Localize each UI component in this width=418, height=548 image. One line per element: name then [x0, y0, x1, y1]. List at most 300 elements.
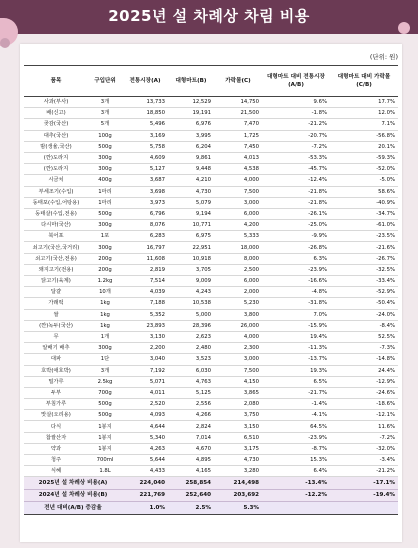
item-name-cell: 시금치 — [24, 175, 88, 186]
item-name-cell: 찹쌀산자 — [24, 432, 88, 443]
value-cell: 2,623 — [168, 331, 214, 342]
table-row — [24, 231, 398, 242]
value-cell: 200g — [88, 253, 122, 264]
totals-label-cell: 2025년 설 차례상 비용(A) — [24, 477, 122, 490]
value-cell: -21.2% — [262, 119, 330, 130]
value-cell: 1.8L — [88, 466, 122, 477]
value-cell: -14.8% — [330, 354, 398, 365]
value-cell: -21.7% — [262, 387, 330, 398]
value-cell: -12.4% — [262, 175, 330, 186]
totals-value-cell: 224,040 — [122, 477, 168, 490]
item-name-cell: 다식 — [24, 421, 88, 432]
item-name-cell: 곶감(국산) — [24, 119, 88, 130]
value-cell: 3,000 — [214, 197, 262, 208]
value-cell: -8.4% — [330, 320, 398, 331]
value-cell: 2.5kg — [88, 376, 122, 387]
totals-value-cell: -12.2% — [262, 489, 330, 502]
value-cell: 7,514 — [122, 276, 168, 287]
value-cell: 9,009 — [168, 276, 214, 287]
value-cell: 7,470 — [214, 119, 262, 130]
value-cell: -26.7% — [330, 253, 398, 264]
table-row — [24, 108, 398, 119]
value-cell: 5,496 — [122, 119, 168, 130]
value-cell: -40.9% — [330, 197, 398, 208]
value-cell: 1봉지 — [88, 432, 122, 443]
totals-value-cell: 221,769 — [122, 489, 168, 502]
value-cell: 26,000 — [214, 320, 262, 331]
value-cell: -50.4% — [330, 298, 398, 309]
value-cell: 500g — [88, 141, 122, 152]
value-cell: 1봉지 — [88, 443, 122, 454]
value-cell: 1kg — [88, 320, 122, 331]
value-cell: 6,975 — [168, 231, 214, 242]
value-cell: 19.4% — [262, 331, 330, 342]
value-cell: 4,670 — [168, 443, 214, 454]
value-cell: -52.0% — [330, 164, 398, 175]
totals-value-cell — [330, 502, 398, 515]
header-vs-market: 대형마트 대비 전통시장(A/B) — [262, 66, 330, 97]
value-cell: 300g — [88, 242, 122, 253]
value-cell: 18,000 — [214, 242, 262, 253]
table-body — [24, 97, 398, 477]
value-cell: -45.7% — [262, 164, 330, 175]
item-name-cell: 알배기 배추 — [24, 343, 88, 354]
header-vs-garak: 대형마트 대비 가락몰(C/B) — [330, 66, 398, 97]
table-row — [24, 287, 398, 298]
header-market: 전통시장(A) — [122, 66, 168, 97]
value-cell: 1포 — [88, 231, 122, 242]
totals-value-cell: 2.5% — [168, 502, 214, 515]
value-cell: 5,340 — [122, 432, 168, 443]
item-name-cell: 대추(국산) — [24, 130, 88, 141]
value-cell: 1개 — [88, 331, 122, 342]
value-cell: -16.6% — [262, 276, 330, 287]
value-cell: 12.0% — [330, 108, 398, 119]
value-cell: 2,080 — [214, 399, 262, 410]
value-cell: 12,529 — [168, 97, 214, 108]
value-cell: -32.5% — [330, 264, 398, 275]
value-cell: 3,280 — [214, 466, 262, 477]
value-cell: 1단 — [88, 354, 122, 365]
value-cell: 1마리 — [88, 197, 122, 208]
value-cell: 6,000 — [214, 276, 262, 287]
value-cell: 9,194 — [168, 208, 214, 219]
value-cell: 3,523 — [168, 354, 214, 365]
value-cell: -56.8% — [330, 130, 398, 141]
value-cell: 4,644 — [122, 421, 168, 432]
value-cell: 4,000 — [214, 175, 262, 186]
value-cell: 19.3% — [262, 365, 330, 376]
value-cell: 3개 — [88, 97, 122, 108]
value-cell: -9.9% — [262, 231, 330, 242]
item-name-cell: 쌀 — [24, 309, 88, 320]
value-cell: 8,076 — [122, 220, 168, 231]
value-cell: 5,644 — [122, 455, 168, 466]
totals-value-cell: -19.4% — [330, 489, 398, 502]
table-row — [24, 410, 398, 421]
item-name-cell: 밤(생율,국산) — [24, 141, 88, 152]
value-cell: 3,995 — [168, 130, 214, 141]
value-cell: 11.6% — [330, 421, 398, 432]
value-cell: 2,000 — [214, 287, 262, 298]
value-cell: 58.6% — [330, 186, 398, 197]
value-cell: 64.5% — [262, 421, 330, 432]
value-cell: 1봉지 — [88, 421, 122, 432]
value-cell: 11,608 — [122, 253, 168, 264]
item-name-cell: 밀가루 — [24, 376, 88, 387]
value-cell: 7.0% — [262, 309, 330, 320]
item-name-cell: 청주 — [24, 455, 88, 466]
value-cell: 300g — [88, 152, 122, 163]
value-cell: 3,169 — [122, 130, 168, 141]
table-row — [24, 220, 398, 231]
table-row — [24, 264, 398, 275]
item-name-cell: 북어포 — [24, 231, 88, 242]
table-header-row — [24, 66, 398, 97]
value-cell: -13.7% — [262, 354, 330, 365]
value-cell: 1마리 — [88, 186, 122, 197]
value-cell: 4,763 — [168, 376, 214, 387]
table-row — [24, 421, 398, 432]
value-cell: 4,730 — [214, 455, 262, 466]
table-row — [24, 141, 398, 152]
value-cell: 21,500 — [214, 108, 262, 119]
value-cell: 4,011 — [122, 387, 168, 398]
value-cell: -26.1% — [262, 208, 330, 219]
item-name-cell: 부세조기(수입) — [24, 186, 88, 197]
value-cell: 4,150 — [214, 376, 262, 387]
value-cell: 500g — [88, 399, 122, 410]
item-name-cell: 약과 — [24, 443, 88, 454]
item-name-cell: 쇠고기(국산,국거리) — [24, 242, 88, 253]
table-row — [24, 309, 398, 320]
table-row — [24, 455, 398, 466]
value-cell: -23.9% — [262, 264, 330, 275]
value-cell: 200g — [88, 264, 122, 275]
table-row — [24, 432, 398, 443]
value-cell: -7.2% — [330, 432, 398, 443]
value-cell: -33.4% — [330, 276, 398, 287]
value-cell: 2,200 — [122, 343, 168, 354]
value-cell: 1.2kg — [88, 276, 122, 287]
value-cell: 19,191 — [168, 108, 214, 119]
value-cell: 5,230 — [214, 298, 262, 309]
value-cell: 300g — [88, 343, 122, 354]
value-cell: 14,750 — [214, 97, 262, 108]
value-cell: -18.6% — [330, 399, 398, 410]
value-cell: -21.8% — [262, 197, 330, 208]
value-cell: 6,976 — [168, 119, 214, 130]
item-name-cell: 무 — [24, 331, 88, 342]
value-cell: -61.0% — [330, 220, 398, 231]
item-name-cell: 동태포(수입,어탕용) — [24, 197, 88, 208]
value-cell: -8.7% — [262, 443, 330, 454]
value-cell: 7,192 — [122, 365, 168, 376]
value-cell: 7,500 — [214, 186, 262, 197]
item-name-cell: 호박(애호박) — [24, 365, 88, 376]
value-cell: -31.8% — [262, 298, 330, 309]
value-cell: -32.0% — [330, 443, 398, 454]
totals-value-cell: 203,692 — [214, 489, 262, 502]
table-row — [24, 253, 398, 264]
value-cell: 300g — [88, 164, 122, 175]
value-cell: -11.3% — [262, 343, 330, 354]
value-cell: 4,000 — [214, 331, 262, 342]
table-row — [24, 343, 398, 354]
table-row — [24, 354, 398, 365]
table-row — [24, 130, 398, 141]
value-cell: 4,165 — [168, 466, 214, 477]
value-cell: 4,210 — [168, 175, 214, 186]
value-cell: -24.6% — [330, 387, 398, 398]
table-row — [24, 97, 398, 108]
value-cell: 3,698 — [122, 186, 168, 197]
value-cell: 7,500 — [214, 365, 262, 376]
totals-value-cell: 214,498 — [214, 477, 262, 490]
value-cell: 10,538 — [168, 298, 214, 309]
item-name-cell: 닭고기(육계) — [24, 276, 88, 287]
value-cell: 28,396 — [168, 320, 214, 331]
value-cell: 700g — [88, 387, 122, 398]
value-cell: 52.5% — [330, 331, 398, 342]
value-cell: -25.0% — [262, 220, 330, 231]
value-cell: 3,750 — [214, 410, 262, 421]
value-cell: 6.4% — [262, 466, 330, 477]
value-cell: 7,188 — [122, 298, 168, 309]
table-row — [24, 276, 398, 287]
value-cell: 4,609 — [122, 152, 168, 163]
table-row — [24, 443, 398, 454]
value-cell: 6,796 — [122, 208, 168, 219]
value-cell: -21.8% — [262, 186, 330, 197]
header-mart: 대형마트(B) — [168, 66, 214, 97]
totals-value-cell: 1.0% — [122, 502, 168, 515]
item-name-cell: 달걀 — [24, 287, 88, 298]
totals-value-cell: 252,640 — [168, 489, 214, 502]
value-cell: 700ml — [88, 455, 122, 466]
value-cell: -53.3% — [262, 152, 330, 163]
totals-value-cell: -13.4% — [262, 477, 330, 490]
value-cell: -4.8% — [262, 287, 330, 298]
value-cell: 6.3% — [262, 253, 330, 264]
value-cell: 6,283 — [122, 231, 168, 242]
value-cell: 3,130 — [122, 331, 168, 342]
value-cell: 9,448 — [168, 164, 214, 175]
value-cell: 3,040 — [122, 354, 168, 365]
table-row — [24, 197, 398, 208]
value-cell: -20.7% — [262, 130, 330, 141]
value-cell: 4,093 — [122, 410, 168, 421]
item-name-cell: 배(신고) — [24, 108, 88, 119]
totals-value-cell: 5.3% — [214, 502, 262, 515]
value-cell: 2,556 — [168, 399, 214, 410]
value-cell: 10개 — [88, 287, 122, 298]
table-row — [24, 164, 398, 175]
value-cell: -7.2% — [262, 141, 330, 152]
table-row — [24, 387, 398, 398]
value-cell: -23.9% — [262, 432, 330, 443]
table-row — [24, 175, 398, 186]
table-row — [24, 466, 398, 477]
value-cell: 3,800 — [214, 309, 262, 320]
item-name-cell: 돼지고기(전용) — [24, 264, 88, 275]
table-totals — [24, 477, 398, 515]
value-cell: 9,861 — [168, 152, 214, 163]
item-name-cell: 대파 — [24, 354, 88, 365]
value-cell: 5,125 — [168, 387, 214, 398]
value-cell: 500g — [88, 410, 122, 421]
value-cell: 24.4% — [330, 365, 398, 376]
value-cell: 15.3% — [262, 455, 330, 466]
value-cell: 4,266 — [168, 410, 214, 421]
value-cell: 3,705 — [168, 264, 214, 275]
value-cell: 2,520 — [122, 399, 168, 410]
header-garak: 가락몰(C) — [214, 66, 262, 97]
value-cell: -52.9% — [330, 287, 398, 298]
value-cell: -34.7% — [330, 208, 398, 219]
item-name-cell: 동태살(수입,전용) — [24, 208, 88, 219]
value-cell: 9.6% — [262, 97, 330, 108]
value-cell: 10,918 — [168, 253, 214, 264]
value-cell: 1kg — [88, 298, 122, 309]
header-unit: 구입단위 — [88, 66, 122, 97]
table-row — [24, 119, 398, 130]
item-name-cell: 다시마(국산) — [24, 220, 88, 231]
table-row — [24, 365, 398, 376]
value-cell: 3,150 — [214, 421, 262, 432]
value-cell: 2,819 — [122, 264, 168, 275]
table-row — [24, 242, 398, 253]
table-row — [24, 320, 398, 331]
value-cell: -23.5% — [330, 231, 398, 242]
value-cell: -21.6% — [330, 242, 398, 253]
value-cell: 3,973 — [122, 197, 168, 208]
value-cell: 5,758 — [122, 141, 168, 152]
totals-label-cell: 2024년 설 차례상 비용(B) — [24, 489, 122, 502]
value-cell: 4,013 — [214, 152, 262, 163]
value-cell: 3개 — [88, 108, 122, 119]
value-cell: 400g — [88, 175, 122, 186]
table-row — [24, 186, 398, 197]
value-cell: 500g — [88, 208, 122, 219]
value-cell: -7.3% — [330, 343, 398, 354]
table-row — [24, 376, 398, 387]
value-cell: 4,243 — [168, 287, 214, 298]
value-cell: 3,865 — [214, 387, 262, 398]
decoration-dot — [0, 38, 10, 48]
value-cell: 5,333 — [214, 231, 262, 242]
table-row — [24, 152, 398, 163]
value-cell: 5,071 — [122, 376, 168, 387]
value-cell: 300g — [88, 220, 122, 231]
value-cell: 6,510 — [214, 432, 262, 443]
value-cell: 6,030 — [168, 365, 214, 376]
totals-value-cell: 258,854 — [168, 477, 214, 490]
value-cell: 2,480 — [168, 343, 214, 354]
value-cell: 4,200 — [214, 220, 262, 231]
value-cell: 4,730 — [168, 186, 214, 197]
value-cell: 8,000 — [214, 253, 262, 264]
value-cell: -5.0% — [330, 175, 398, 186]
value-cell: 17.7% — [330, 97, 398, 108]
value-cell: 2,500 — [214, 264, 262, 275]
item-name-cell: (깐)도라지 — [24, 152, 88, 163]
value-cell: 16,797 — [122, 242, 168, 253]
value-cell: -1.4% — [262, 399, 330, 410]
value-cell: -12.9% — [330, 376, 398, 387]
value-cell: 2,300 — [214, 343, 262, 354]
value-cell: 5,079 — [168, 197, 214, 208]
value-cell: -21.2% — [330, 466, 398, 477]
value-cell: 4,538 — [214, 164, 262, 175]
totals-value-cell: -17.1% — [330, 477, 398, 490]
value-cell: 3,687 — [122, 175, 168, 186]
value-cell: 4,039 — [122, 287, 168, 298]
item-name-cell: (깐)도라지 — [24, 164, 88, 175]
value-cell: 7.1% — [330, 119, 398, 130]
totals-row — [24, 477, 398, 490]
value-cell: 1,725 — [214, 130, 262, 141]
value-cell: -24.0% — [330, 309, 398, 320]
item-name-cell: 두부 — [24, 387, 88, 398]
value-cell: 6,000 — [214, 208, 262, 219]
totals-label-cell: 전년 대비(A/B) 증감율 — [24, 502, 122, 515]
value-cell: 3,000 — [214, 354, 262, 365]
value-cell: 20.1% — [330, 141, 398, 152]
page-title: 2025년 설 차례상 차림 비용 — [108, 7, 310, 25]
value-cell: 5,000 — [168, 309, 214, 320]
value-cell: -4.1% — [262, 410, 330, 421]
value-cell: 2,824 — [168, 421, 214, 432]
value-cell: -15.9% — [262, 320, 330, 331]
item-name-cell: 부침가루 — [24, 399, 88, 410]
item-name-cell: 식혜 — [24, 466, 88, 477]
value-cell: 23,893 — [122, 320, 168, 331]
value-cell: 13,733 — [122, 97, 168, 108]
unit-note: (단위: 원) — [369, 53, 398, 61]
value-cell: 22,951 — [168, 242, 214, 253]
value-cell: 7,450 — [214, 141, 262, 152]
value-cell: 100g — [88, 130, 122, 141]
value-cell: 4,263 — [122, 443, 168, 454]
item-name-cell: 사과(부사) — [24, 97, 88, 108]
value-cell: -26.8% — [262, 242, 330, 253]
totals-value-cell — [262, 502, 330, 515]
table-row — [24, 208, 398, 219]
value-cell: 6,204 — [168, 141, 214, 152]
value-cell: 18,850 — [122, 108, 168, 119]
value-cell: 5,352 — [122, 309, 168, 320]
value-cell: -1.8% — [262, 108, 330, 119]
value-cell: 3개 — [88, 365, 122, 376]
table-row — [24, 331, 398, 342]
value-cell: 4,895 — [168, 455, 214, 466]
value-cell: 5,127 — [122, 164, 168, 175]
header-item: 품목 — [24, 66, 88, 97]
value-cell: -12.1% — [330, 410, 398, 421]
item-name-cell: 쇠고기(국산,전용) — [24, 253, 88, 264]
table-row — [24, 399, 398, 410]
cost-table — [24, 65, 398, 515]
value-cell: 4,433 — [122, 466, 168, 477]
item-name-cell: 가래떡 — [24, 298, 88, 309]
value-cell: 5개 — [88, 119, 122, 130]
value-cell: 6.5% — [262, 376, 330, 387]
item-name-cell: 맛살(오리용) — [24, 410, 88, 421]
value-cell: 10,771 — [168, 220, 214, 231]
cost-table-sheet — [20, 44, 402, 542]
table-row — [24, 298, 398, 309]
